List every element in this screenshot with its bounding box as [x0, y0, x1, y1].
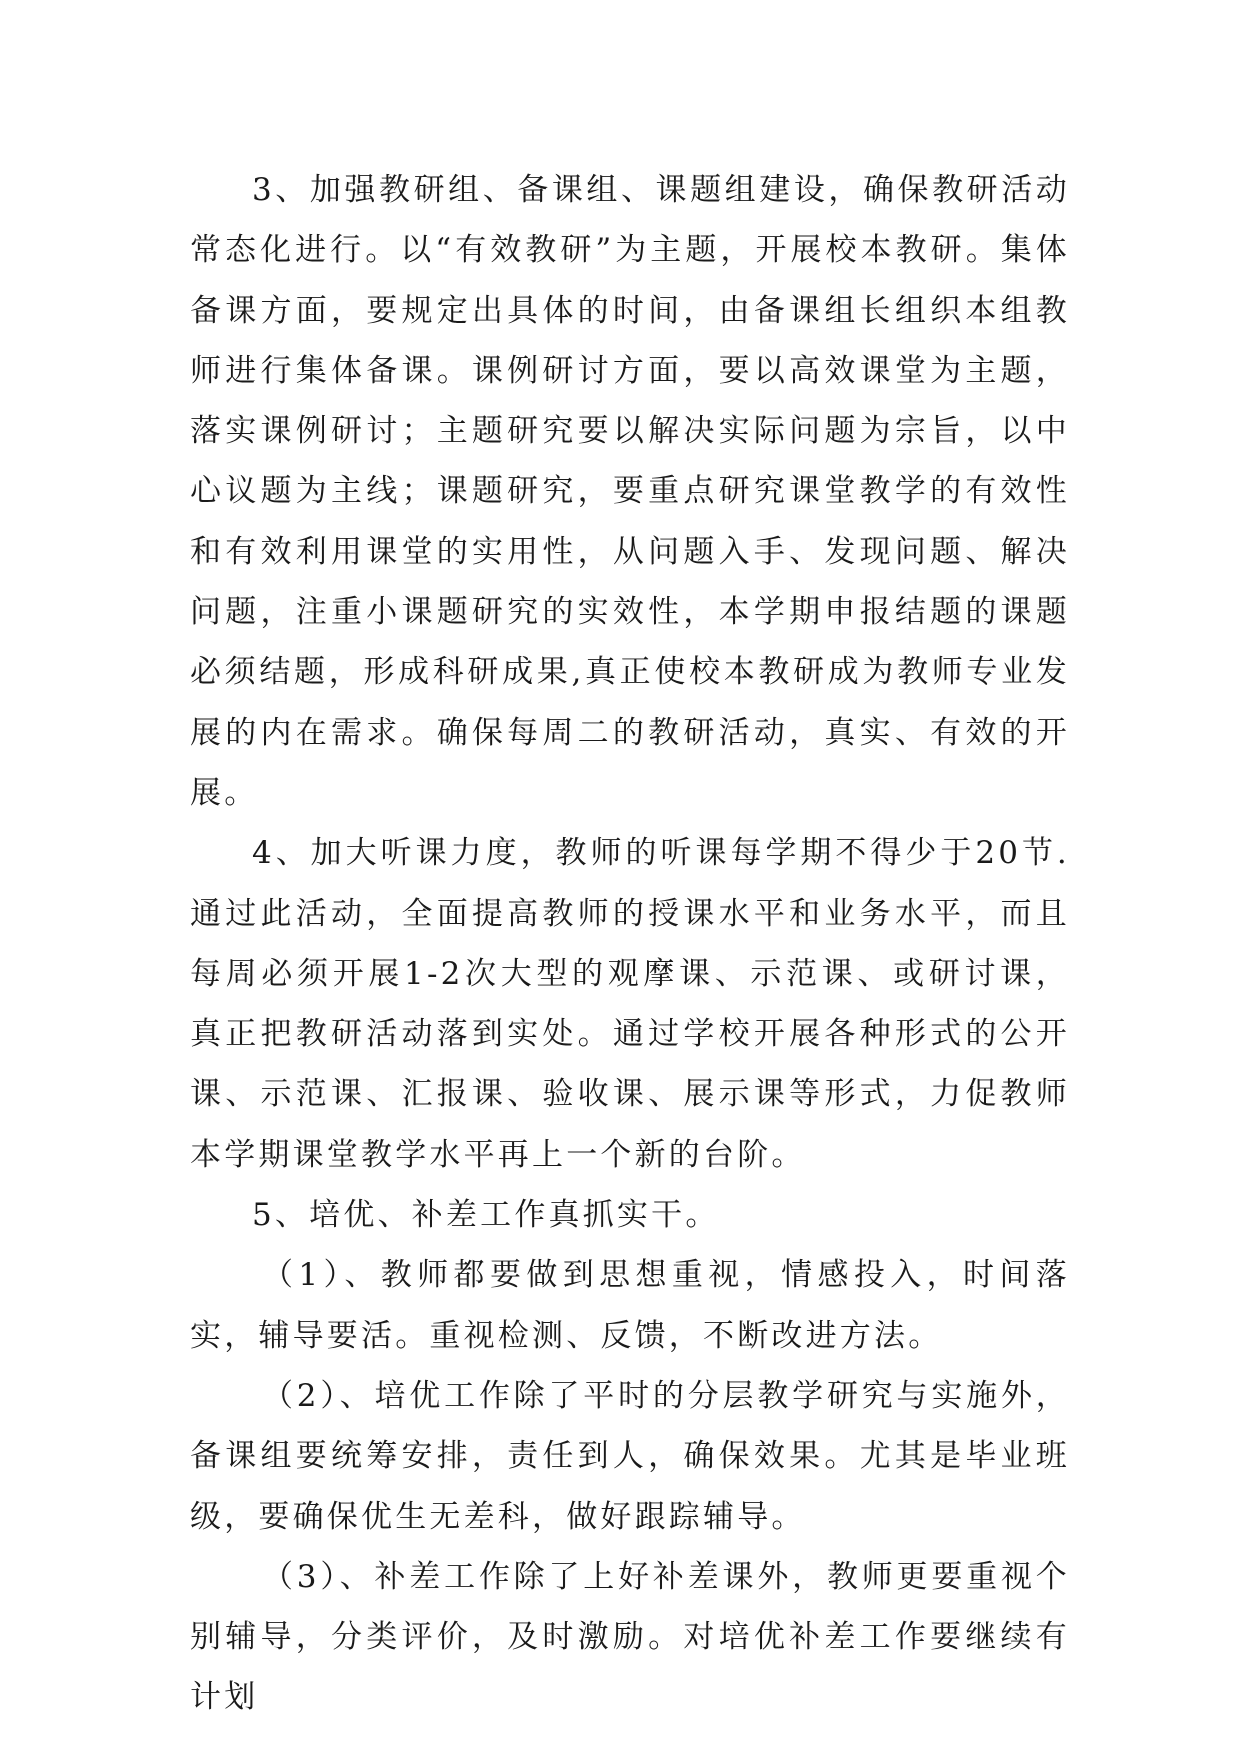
document-body [190, 160, 1070, 1728]
paragraph-subitem-2: （2）、培优工作除了平时的分层教学研究与实施外，备课组要统筹安排，责任到人，确保效果。尤其是毕业班级，要确保优生无差科，做好跟踪辅导。 [190, 1377, 1070, 1535]
paragraph-item-3: 3、加强教研组、备课组、课题组建设，确保教研活动常态化进行。以“有效教研”为主题，开展校本教研。集体备课方面，要规定出具体的时间，由备课组长组织本组教师进行集体备课。课例研讨方面，要以高效课堂为主题，落实课例研讨；主题研究要以解决实际问题为宗旨，以中心议题为主线；课题研究，要重点研究课堂教学的有效性和有效利用课堂的实用性，从问题入手、发现问题、解决问题，注重小课题研究的实效性，本学期申报结题的课题必须结题，形成科研成果,真正使校本教研成为教师专业发展的内在需求。确保每周二的教研活动，真实、有效的开展。 [190, 172, 1070, 811]
paragraph-subitem-1: （1）、教师都要做到思想重视，情感投入，时间落实，辅导要活。重视检测、反馈，不断改进方法。 [190, 1257, 1070, 1354]
paragraph-item-4: 4、加大听课力度，教师的听课每学期不得少于20节.通过此活动，全面提高教师的授课水平和业务水平，而且每周必须开展1-2次大型的观摩课、示范课、或研讨课，真正把教研活动落到实处。通过学校开展各种形式的公开课、示范课、汇报课、验收课、展示课等形式，力促教师本学期课堂教学水平再上一个新的台阶。 [190, 835, 1070, 1173]
paragraph-subitem-3: （3）、补差工作除了上好补差课外，教师更要重视个别辅导，分类评价，及时激励。对培优补差工作要继续有计划 [190, 1558, 1070, 1716]
paragraph-item-5: 5、培优、补差工作真抓实干。 [252, 1197, 720, 1234]
